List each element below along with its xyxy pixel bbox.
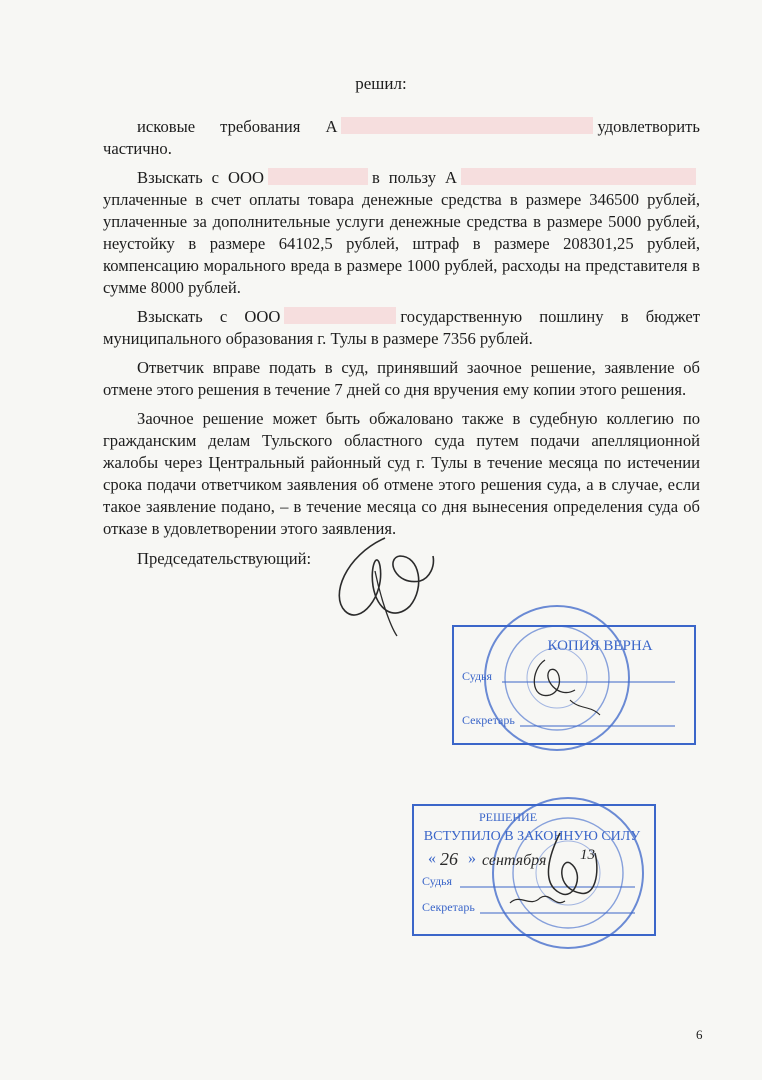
redacted-name [341,117,593,134]
copy-stamp-title: КОПИЯ ВЕРНА [547,638,653,654]
paragraph-defendant-rights: Ответчик вправе подать в суд, принявший заочное решение, заявление об отмене этого решения в течение 7 дней со дня вручения ему копии этого решения. [103,358,700,399]
svg-text:«: « [428,850,436,867]
copy-stamp-judge-label: Судья [462,669,493,683]
redacted-company [268,168,368,185]
paragraph-appeal: Заочное решение может быть обжаловано также в судебную коллегию по гражданским делам Тульского областного суда путем подачи апелляционной жалобы через Центральный районный суд г. Тулы в течение месяца по истечении срока подачи ответчиком заявления об отмене этого решения суда, а в случае, если такое заявление подано, – в течение месяца со дня вынесения определения суда об отказе в удовлетворении этого заявления. [103,409,700,538]
recover-text-start: Взыскать с ООО [137,168,264,187]
effect-stamp-year: 13 [580,847,595,863]
paragraph-state-fee [103,306,700,350]
fee-text-start: Взыскать с ООО [137,307,281,326]
svg-text:»: » [468,850,476,867]
claims-text-end: удовлетворить частично. [103,117,700,158]
paragraph-recover-funds [103,167,700,299]
decision-body [103,116,700,540]
effect-stamp-title-top: РЕШЕНИЕ [478,810,538,824]
decision-heading: решил: [355,74,407,93]
recover-text-mid: в пользу А [371,168,457,187]
effect-stamp-judge-label: Судья [422,874,453,888]
copy-stamp-secretary-label: Секретарь [462,713,515,727]
paragraph-claims [103,116,700,160]
presiding-judge-label: Председательствующий: [137,549,312,568]
redacted-name [461,168,696,185]
entered-into-force-stamp [410,793,660,958]
recover-text-rest: уплаченные в счет оплаты товара денежные средства в размере 346500 рублей, уплаченные за дополнительные услуги денежные средства в размере 5000 рублей, неустойку в размере 64102,5 рублей, штраф в размере 208301,25 рублей, компенсацию морального вреда в размере 1000 рублей, расходы на представителя в сумме 8000 рублей. [103,190,700,297]
effect-stamp-day: 26 [440,849,458,869]
effect-stamp-title: ВСТУПИЛО В ЗАКОННУЮ СИЛУ [423,829,641,844]
effect-stamp-month: сентября [482,852,547,869]
redacted-company [284,307,396,324]
claims-text-start: исковые требования А [137,117,338,136]
effect-stamp-secretary-label: Секретарь [422,900,475,914]
fee-text-rest: государственную пошлину в бюджет муниципального образования г. Тулы в размере 7356 рублей. [103,307,700,348]
copy-true-stamp [450,600,700,752]
page-number: 6 [696,1027,703,1042]
judge-signature [325,526,440,638]
